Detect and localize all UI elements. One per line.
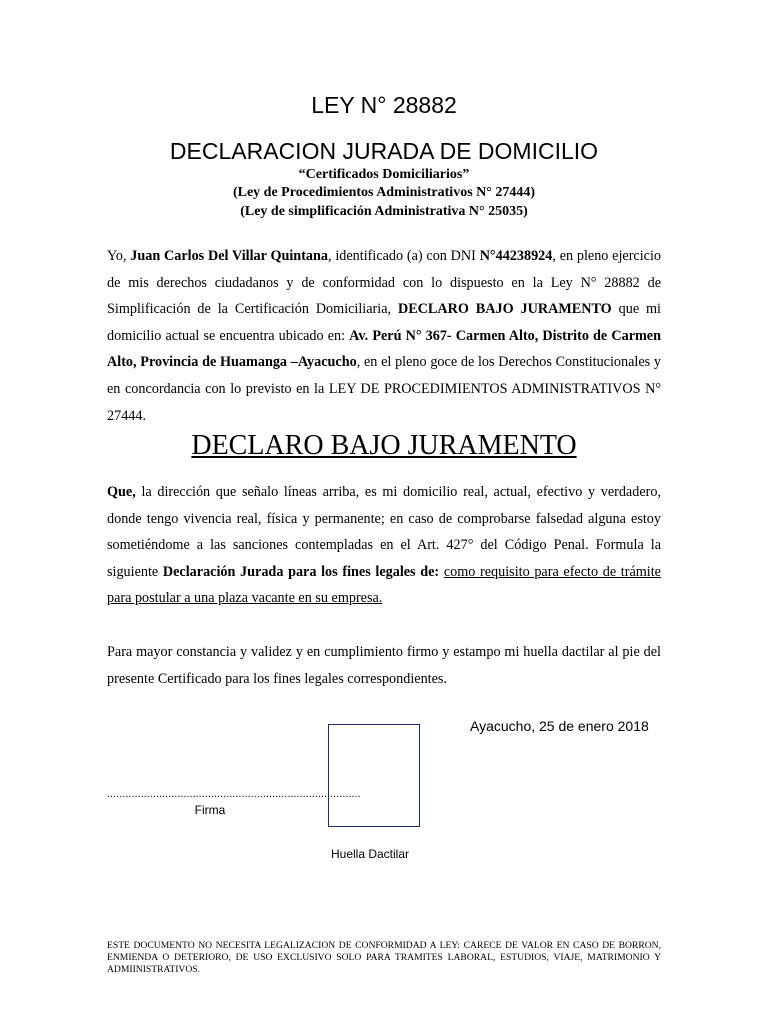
declarant-name: Juan Carlos Del Villar Quintana [130, 248, 329, 264]
law-number: LEY N° 28882 [311, 92, 457, 118]
text-segment: , en pleno ejercicio de mis derechos ciudadanos y de conformidad con lo dispuesto en la Ley N° 28882 de Simplificación de la Certificación Domiciliaria, [107, 248, 661, 318]
fingerprint-box [328, 724, 420, 827]
footer-note: ESTE DOCUMENTO NO NECESITA LEGALIZACION DE CONFORMIDAD A LEY: CARECE DE VALOR EN CASO DE BORRON, ENMIENDA O DETERIORO, DE USO EXCLUSIVO SOLO PARA TRAMITES LABORAL, ESTUDIOS, VIAJE, MATRIMONIO Y ADMIINISTRATIVOS. [107, 940, 661, 975]
place-date: Ayacucho, 25 de enero 2018 [470, 718, 649, 734]
text-segment: , en el pleno goce de los Derechos Constitucionales y en concordancia con lo previsto en la LEY DE PROCEDIMIENTOS ADMINISTRATIVOS N° 27444. [107, 354, 661, 424]
text-segment: la dirección que señalo líneas arriba, es mi domicilio real, actual, efectivo y verdadero, donde tengo vivencia real, física y permanente; en caso de comprobarse falsedad alguna estoy sometiéndome a las sanciones contempladas en el Art. 427° del Código Penal. Formula la siguiente [107, 484, 661, 580]
subtitle-ley-simplificacion: (Ley de simplificación Administrativa N° 25035) [240, 204, 528, 219]
purpose-text: como requisito para efecto de trámite para postular a una plaza vacante en su empresa. [107, 563, 661, 607]
signature-line: ................................................................................... [107, 788, 361, 800]
subtitle-certificados: “Certificados Domiciliarios” [298, 167, 470, 182]
fingerprint-label: Huella Dactilar [330, 847, 410, 861]
declaration-paragraph [107, 243, 661, 429]
statement-paragraph [107, 479, 661, 612]
signature-label: Firma [194, 803, 226, 817]
document-title: DECLARACION JURADA DE DOMICILIO [169, 138, 599, 164]
que-label: Que, [107, 484, 136, 500]
address: Av. Perú N° 367- Carmen Alto, Distrito de Carmen Alto, Provincia de Huamanga –Ayacucho [107, 327, 661, 371]
subtitle-ley-procedimientos: (Ley de Procedimientos Administrativos N° 27444) [232, 185, 536, 200]
declaro-inline: DECLARO BAJO JURAMENTO [397, 301, 612, 318]
closing-paragraph: Para mayor constancia y validez y en cumplimiento firmo y estampo mi huella dactilar al pie del presente Certificado para los fines legales correspondientes. [107, 644, 661, 687]
declaro-heading: DECLARO BAJO JURAMENTO [191, 430, 577, 461]
text-segment: Yo, [107, 248, 131, 264]
text-segment: , identificado (a) con DNI [328, 248, 480, 264]
text-segment: que mi domicilio actual se encuentra ubicado en: [107, 301, 661, 344]
legal-purpose-label: Declaración Jurada para los fines legales de: [162, 563, 440, 580]
dni-number: N°44238924 [479, 248, 553, 264]
